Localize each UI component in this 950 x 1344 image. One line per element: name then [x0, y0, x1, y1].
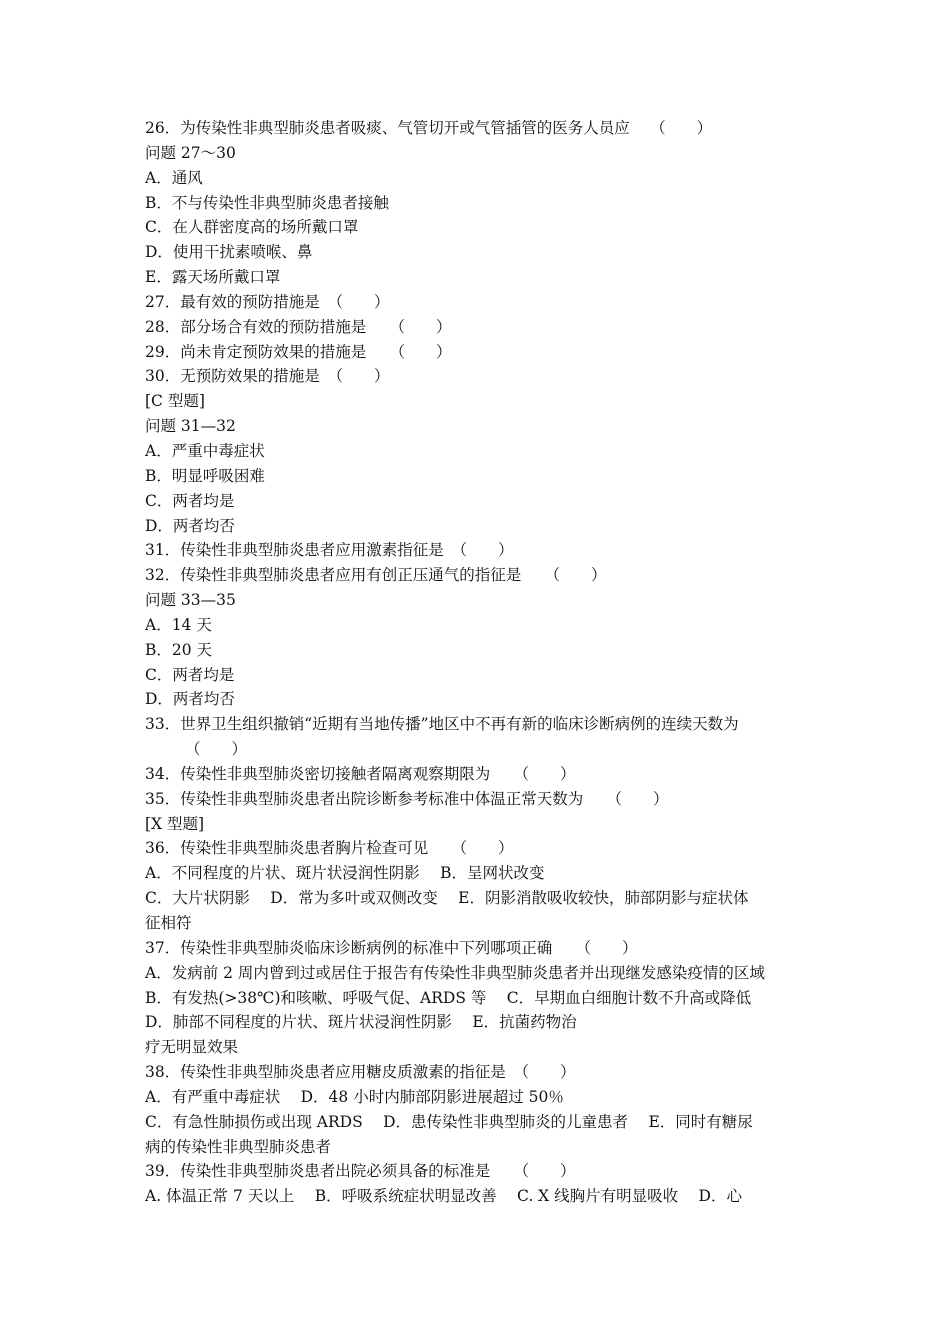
text-line: A．有严重中毒症状 D．48 小时内肺部阴影进展超过 50％: [145, 1087, 564, 1106]
text-line: 33．世界卫生组织撤销“近期有当地传播”地区中不再有新的临床诊断病例的连续天数为: [145, 715, 739, 734]
text-line: E．露天场所戴口罩: [145, 268, 281, 287]
text-line: 30．无预防效果的措施是 （ ）: [145, 367, 390, 386]
text-line: C．两者均是: [145, 665, 235, 684]
text-line: 问题 31—32: [145, 417, 236, 436]
text-line: （ ）: [185, 740, 248, 759]
text-line: 28．部分场合有效的预防措施是 （ ）: [145, 317, 452, 336]
text-line: 32．传染性非典型肺炎患者应用有创正压通气的指征是 （ ）: [145, 566, 607, 585]
text-line: 36．传染性非典型肺炎患者胸片检查可见 （ ）: [145, 839, 514, 858]
text-line: 问题 27～30: [145, 143, 236, 162]
text-line: 26．为传染性非典型肺炎患者吸痰、气管切开或气管插管的医务人员应 （ ）: [145, 119, 713, 137]
text-line: 34．传染性非典型肺炎密切接触者隔离观察期限为 （ ）: [145, 764, 576, 783]
text-line: 27．最有效的预防措施是 （ ）: [145, 292, 390, 311]
text-line: 37．传染性非典型肺炎临床诊断病例的标准中下列哪项正确 （ ）: [145, 938, 638, 957]
text-line: C．大片状阴影 D．常为多叶或双侧改变 E．阴影消散吸收较快，肺部阴影与症状体: [145, 889, 749, 908]
text-line: 38．传染性非典型肺炎患者应用糖皮质激素的指征是 （ ）: [145, 1063, 576, 1082]
text-line: A．发病前 2 周内曾到过或居住于报告有传染性非典型肺炎患者并出现继发感染疫情的区域: [145, 963, 765, 982]
text-line: [X 型题]: [145, 814, 205, 833]
text-line: D．两者均否: [145, 516, 235, 535]
text-line: B．不与传染性非典型肺炎患者接触: [145, 193, 389, 212]
text-line: 疗无明显效果: [145, 1038, 239, 1057]
text-line: [C 型题]: [145, 392, 205, 411]
text-line: 35．传染性非典型肺炎患者出院诊断参考标准中体温正常天数为 （ ）: [145, 789, 669, 808]
text-line: 31．传染性非典型肺炎患者应用激素指征是 （ ）: [145, 541, 514, 560]
text-line: A. 体温正常 7 天以上 B．呼吸系统症状明显改善 C. X 线胸片有明显吸收 D．心: [145, 1187, 742, 1206]
text-line: A．通风: [145, 168, 203, 187]
text-line: B．20 天: [145, 640, 213, 659]
text-line: 39．传染性非典型肺炎患者出院必须具备的标准是 （ ）: [145, 1162, 576, 1181]
question-text-block: [145, 116, 810, 1209]
text-line: D．两者均否: [145, 690, 235, 709]
text-line: A．14 天: [145, 615, 212, 634]
text-line: D．使用干扰素喷喉、鼻: [145, 243, 313, 262]
text-line: A．不同程度的片状、斑片状浸润性阴影 B．呈网状改变: [145, 864, 545, 883]
text-line: B．明显呼吸困难: [145, 466, 265, 485]
text-line: 病的传染性非典型肺炎患者: [145, 1137, 332, 1156]
text-line: C．在人群密度高的场所戴口罩: [145, 218, 359, 237]
text-line: C．有急性肺损伤或出现 ARDS D．患传染性非典型肺炎的儿童患者 E．同时有糖尿: [145, 1112, 753, 1131]
text-line: 征相符: [145, 914, 192, 932]
text-line: D．肺部不同程度的片状、斑片状浸润性阴影 E．抗菌药物治: [145, 1013, 577, 1032]
text-line: 问题 33—35: [145, 591, 236, 610]
text-line: A．严重中毒症状: [145, 441, 265, 460]
text-line: 29．尚未肯定预防效果的措施是 （ ）: [145, 342, 452, 361]
text-line: B．有发热(>38℃)和咳嗽、呼吸气促、ARDS 等 C．早期血白细胞计数不升高或降低: [145, 988, 752, 1007]
text-line: C．两者均是: [145, 491, 235, 510]
